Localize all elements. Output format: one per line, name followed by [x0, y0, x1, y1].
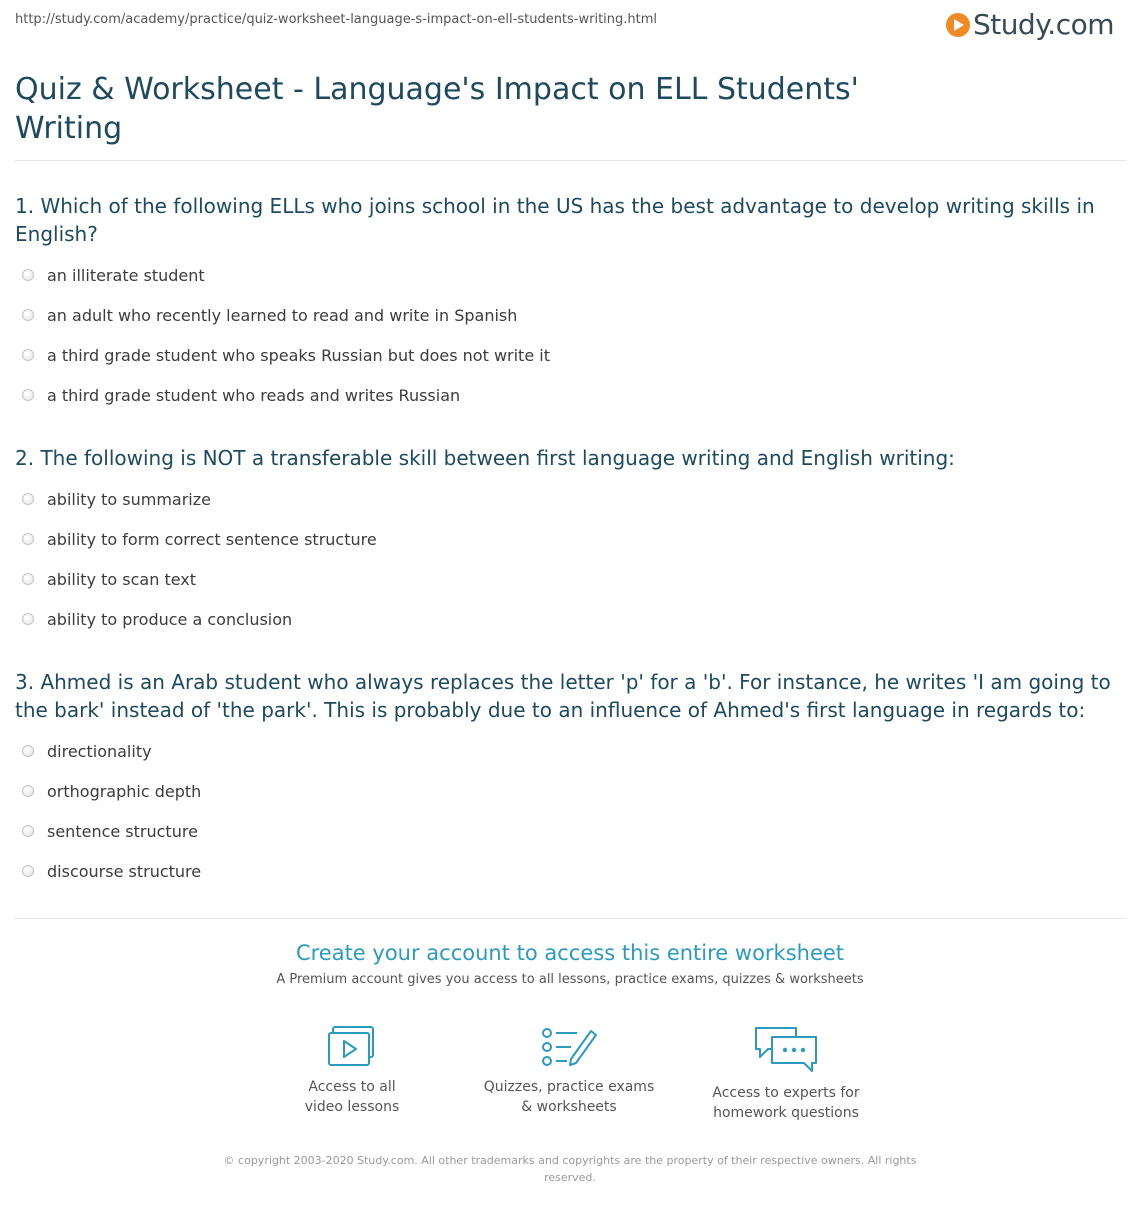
- radio-icon[interactable]: [22, 825, 34, 837]
- feature-label: Access to experts for homework questions: [712, 1085, 860, 1121]
- answer-option[interactable]: ability to form correct sentence structure: [22, 529, 377, 549]
- question-1: 1. Which of the following ELLs who joins school in the US has the best advantage to develop writing skills in English?: [15, 194, 1095, 246]
- answer-option[interactable]: an illiterate student: [22, 265, 205, 285]
- radio-icon[interactable]: [22, 269, 34, 281]
- video-lessons-icon: [327, 1025, 377, 1069]
- page-title: Quiz & Worksheet - Language's Impact on ELL Students' Writing: [15, 72, 859, 146]
- answer-option[interactable]: an adult who recently learned to read and write in Spanish: [22, 305, 517, 325]
- radio-icon[interactable]: [22, 785, 34, 797]
- feature-label: Quizzes, practice exams & worksheets: [483, 1079, 655, 1115]
- feature-experts: [686, 1025, 886, 1123]
- radio-icon[interactable]: [22, 309, 34, 321]
- feature-video-lessons: [252, 1025, 452, 1117]
- radio-icon[interactable]: [22, 493, 34, 505]
- radio-icon[interactable]: [22, 865, 34, 877]
- answer-option[interactable]: ability to summarize: [22, 489, 211, 509]
- answer-option[interactable]: directionality: [22, 741, 152, 761]
- answer-option[interactable]: sentence structure: [22, 821, 198, 841]
- play-logo-icon: [946, 13, 970, 37]
- answer-option[interactable]: a third grade student who speaks Russian but does not write it: [22, 345, 550, 365]
- answer-option[interactable]: ability to scan text: [22, 569, 196, 589]
- section-divider: [15, 918, 1125, 919]
- cta-subtitle: A Premium account gives you access to all lessons, practice exams, quizzes & worksheets: [276, 972, 864, 987]
- page-url[interactable]: http://study.com/academy/practice/quiz-worksheet-language-s-impact-on-ell-students-writing.html: [15, 12, 658, 27]
- radio-icon[interactable]: [22, 389, 34, 401]
- answer-option[interactable]: orthographic depth: [22, 781, 201, 801]
- radio-icon[interactable]: [22, 349, 34, 361]
- question-3: 3. Ahmed is an Arab student who always replaces the letter 'p' for a 'b'. For instance, he writes 'I am going to the bark' instead of 'the park'. This is probably due to an influence of Ahmed's first language in regards to:: [15, 670, 1111, 722]
- radio-icon[interactable]: [22, 745, 34, 757]
- radio-icon[interactable]: [22, 533, 34, 545]
- answer-option[interactable]: ability to produce a conclusion: [22, 609, 292, 629]
- answer-option[interactable]: a third grade student who reads and writes Russian: [22, 385, 460, 405]
- question-2: 2. The following is NOT a transferable skill between first language writing and English writing:: [15, 446, 955, 470]
- create-account-link[interactable]: Create your account to access this entire worksheet: [295, 941, 845, 965]
- radio-icon[interactable]: [22, 613, 34, 625]
- quiz-checklist-icon: [541, 1025, 597, 1069]
- logo-text: Study.com: [972, 8, 1114, 41]
- study-logo[interactable]: [946, 8, 1114, 41]
- radio-icon[interactable]: [22, 573, 34, 585]
- title-divider: [15, 160, 1125, 161]
- feature-quizzes: [469, 1025, 669, 1117]
- feature-label: Access to all video lessons: [304, 1079, 400, 1115]
- top-bar: [0, 0, 1140, 50]
- chat-bubbles-icon: [754, 1025, 818, 1075]
- answer-option[interactable]: discourse structure: [22, 861, 201, 881]
- copyright-notice: © copyright 2003-2020 Study.com. All other trademarks and copyrights are the property of their respective owners. All rights reserved.: [223, 1154, 917, 1184]
